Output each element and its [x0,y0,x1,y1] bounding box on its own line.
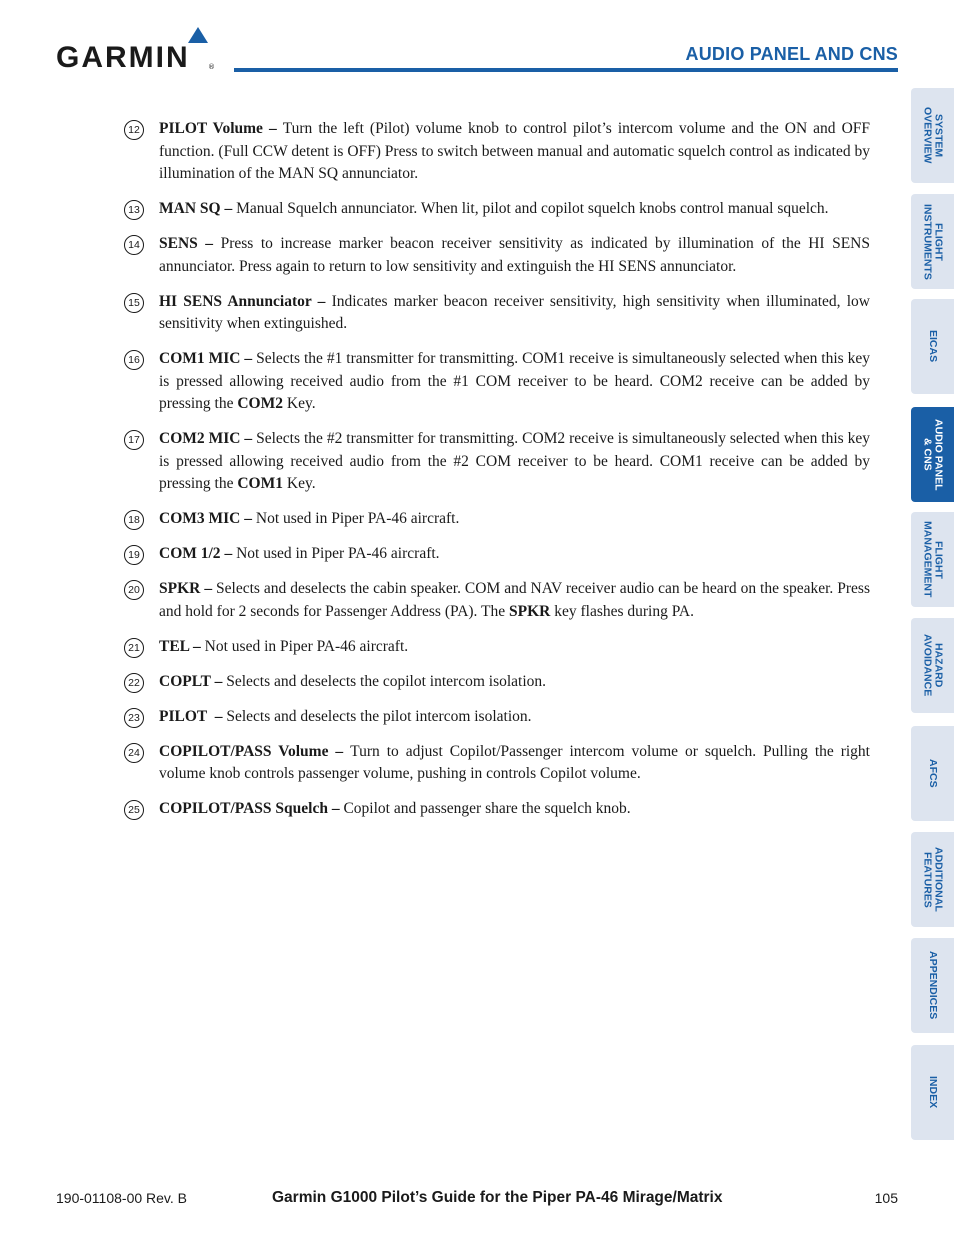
tab-flight-instruments[interactable] [911,194,954,289]
item-term: COPLT [159,672,211,690]
item-description [159,543,870,566]
item-description [159,508,870,531]
tab-hazard-avoidance[interactable] [911,618,954,713]
callout-number: 19 [124,545,144,565]
term-separator: – [328,742,351,760]
item-body: Selects and deselects the copilot intercom isolation. [226,672,547,690]
tab-label: AFCS [927,759,939,788]
item-term: MAN SQ [159,200,221,217]
item-body: Selects the #1 transmitter for transmitting. COM1 receive is simultaneously selected when this key is pressed allowing received audio from the #1 COM receiver to be heard. COM2 receive can be added by pressing the [159,350,870,412]
callout-number: 22 [124,673,144,693]
list-item [124,543,870,566]
item-term: HI SENS Annunciator [159,292,312,310]
callout-number: 23 [124,708,144,728]
item-body-tail: key flashes during PA. [550,602,694,620]
item-body: Manual Squelch annunciator. When lit, pilot and copilot squelch knobs control manual squelch. [236,200,829,217]
term-separator: – [240,430,257,447]
tab-additional-features[interactable] [911,832,954,927]
list-item [124,428,870,496]
section-title: AUDIO PANEL AND CNS [685,44,898,64]
item-term: SPKR [159,580,201,597]
header-rule [234,68,898,72]
item-term: COPILOT/PASS Squelch [159,800,328,817]
tab-label: FLIGHT INSTRUMENTS [921,203,945,280]
callout-number: 16 [124,350,144,370]
list-item [124,578,870,623]
item-body: Not used in Piper PA-46 aircraft. [255,510,460,527]
callout-number: 20 [124,580,144,600]
item-description [159,671,870,694]
tab-label: AUDIO PANEL & CNS [921,418,945,491]
item-description [159,291,870,336]
item-description [159,348,870,416]
key-name: COM1 [237,475,283,492]
logo-text: GARMIN [56,41,190,74]
footer-title: Garmin G1000 Pilot’s Guide for the Piper PA-46 Mirage/Matrix [272,1189,723,1206]
item-body: Selects and deselects the cabin speaker. COM and NAV receiver audio can be heard on the speaker. Press and hold for 2 seconds for Passenger Address (PA). The [159,580,870,620]
tab-label: INDEX [927,1076,939,1109]
item-term: COM 1/2 [159,545,221,562]
term-separator: – [210,672,227,690]
item-term: TEL [159,637,190,655]
term-separator: – [262,120,283,137]
key-name: SPKR [509,602,551,620]
tab-appendices[interactable] [911,938,954,1033]
logo-triangle-icon [188,27,208,43]
item-description [159,428,870,496]
tab-afcs[interactable] [911,726,954,821]
item-body: Not used in Piper PA-46 aircraft. [204,637,409,655]
item-body: Turn to adjust Copilot/Passenger intercom volume or squelch. Pulling the right volume knob controls passenger volume, pushing in controls Copilot volume. [159,742,870,782]
item-term: COPILOT/PASS Volume [159,742,329,760]
callout-number: 15 [124,293,144,313]
callout-number: 12 [124,120,144,140]
registered-mark: ® [208,63,215,71]
item-body: Press to increase marker beacon receiver sensitivity as indicated by illumination of the HI SENS annunciator. Press again to return to low sensitivity and extinguish the HI SENS annunciator. [159,235,871,275]
tab-flight-management[interactable] [911,512,954,607]
item-description [159,706,870,729]
list-item [124,198,870,221]
list-item [124,706,870,729]
tab-eicas[interactable] [911,299,954,394]
list-item [124,118,870,186]
key-name: COM2 [237,395,283,412]
tab-label: HAZARD AVOIDANCE [921,634,945,697]
term-separator: – [311,292,332,310]
list-item [124,291,870,336]
item-term: PILOT [159,707,207,725]
item-description [159,233,870,278]
list-item [124,636,870,659]
item-body-tail: Key. [283,395,316,412]
tab-label: APPENDICES [927,951,939,1020]
callout-number: 21 [124,638,144,658]
list-item [124,671,870,694]
term-separator: – [327,800,344,817]
term-separator: – [200,580,217,597]
tab-system-overview[interactable] [911,88,954,183]
term-separator: – [220,200,237,217]
item-body: Not used in Piper PA-46 aircraft. [236,545,440,562]
item-description [159,118,870,186]
tab-label: FLIGHT MANAGEMENT [921,521,945,598]
term-separator: – [220,545,237,562]
term-separator: – [206,707,227,725]
list-item [124,348,870,416]
term-separator: – [240,350,257,367]
item-description [159,198,870,221]
tab-label: EICAS [927,330,939,363]
callout-number: 24 [124,743,144,763]
item-description [159,741,870,786]
term-separator: – [189,637,205,655]
tab-index[interactable] [911,1045,954,1140]
item-term: SENS [159,235,198,252]
item-body: Selects and deselects the pilot intercom isolation. [226,707,532,725]
list-item [124,741,870,786]
item-body: Selects the #2 transmitter for transmitting. COM2 receive is simultaneously selected when this key is pressed allowing received audio from the #2 COM receiver to be heard. COM1 receive can be added by pressing the [159,430,870,492]
item-term: COM2 MIC [159,430,241,447]
tab-label: SYSTEM OVERVIEW [921,107,945,164]
item-description [159,798,870,821]
term-separator: – [197,235,221,252]
callout-number: 14 [124,235,144,255]
item-description [159,578,870,623]
item-list [124,118,870,833]
item-body-tail: Key. [283,475,316,492]
callout-number: 13 [124,200,144,220]
footer-doc-number: 190-01108-00 Rev. B [56,1190,188,1206]
item-term: COM1 MIC [159,350,241,367]
item-body: Turn the left (Pilot) volume knob to control pilot’s intercom volume and the ON and OFF function. (Full CCW detent is OFF) Press to switch between manual and automatic squelch control as indicated by illumination of the MAN SQ annunciator. [159,120,870,182]
item-term: COM3 MIC [159,510,241,527]
list-item [124,233,870,278]
callout-number: 17 [124,430,144,450]
term-separator: – [240,510,256,527]
item-body: Indicates marker beacon receiver sensitivity, high sensitivity when illuminated, low sensitivity when extinguished. [159,292,870,332]
garmin-logo [56,27,218,75]
callout-number: 18 [124,510,144,530]
list-item [124,508,870,531]
callout-number: 25 [124,800,144,820]
tab-audio-panel-cns[interactable] [911,407,954,502]
footer-page-number: 105 [874,1190,898,1206]
list-item [124,798,870,821]
tab-label: ADDITIONAL FEATURES [921,847,945,912]
item-body: Copilot and passenger share the squelch knob. [343,800,631,817]
item-description [159,636,870,659]
item-term: PILOT Volume [159,120,263,137]
